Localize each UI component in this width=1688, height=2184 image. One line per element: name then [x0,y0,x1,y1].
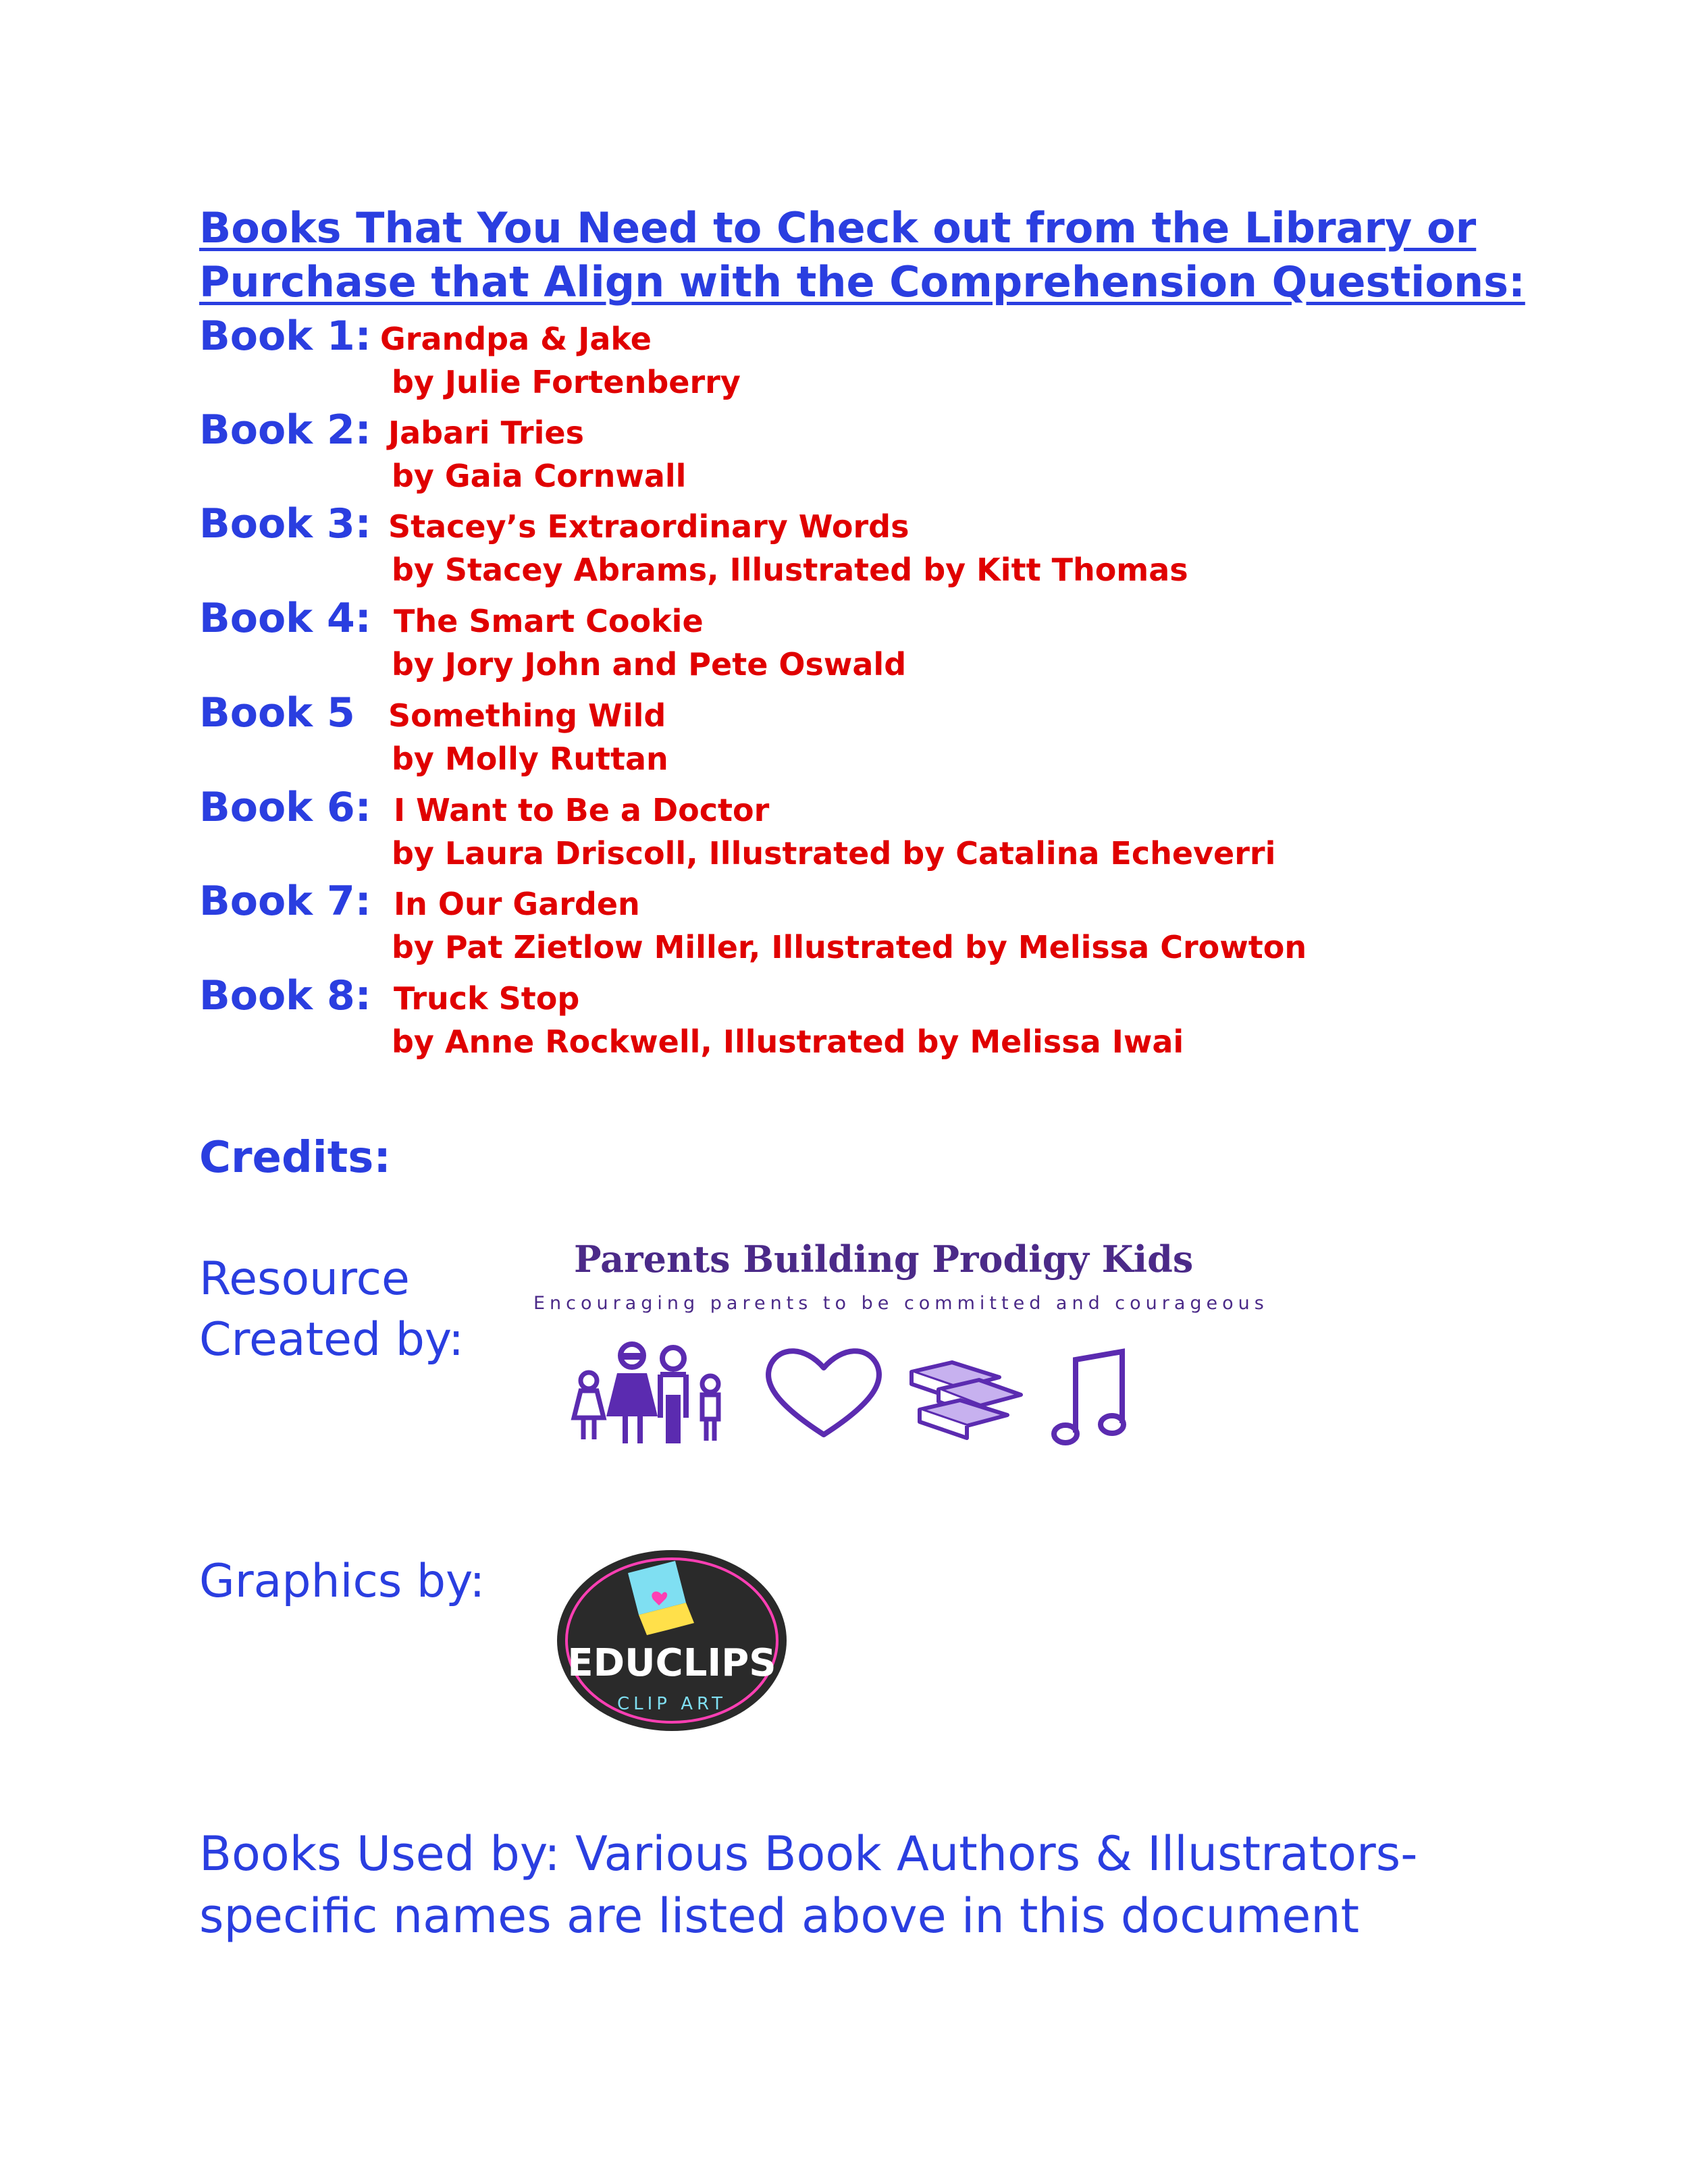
stack-of-books-icon [912,1362,1021,1438]
book-author: by Molly Ruttan [392,741,668,777]
book-title: Something Wild [388,697,666,734]
books-used-note [199,1823,1651,1947]
created-by-line-1: Resource [199,1252,410,1306]
educlips-name: EDUCLIPS [567,1641,776,1685]
book-label: Book 1: [199,313,371,360]
book-label: Book 3: [199,500,371,548]
book-title: I Want to Be a Doctor [394,792,770,828]
resource-created-by-label [199,1249,464,1370]
book-title: Grandpa & Jake [380,321,652,357]
book-title: Jabari Tries [388,415,584,451]
book-author: by Gaia Cornwall [392,458,687,494]
educlips-logo [554,1546,790,1735]
book-author: by Julie Fortenberry [392,364,741,400]
music-note-icon [1054,1352,1124,1443]
pbpk-logo-tagline: Encouraging parents to be committed and courageous [533,1293,1269,1314]
books-used-line-1: Books Used by: Various Book Authors & Illustrators- [199,1826,1418,1882]
book-label: Book 5 [199,689,355,737]
heart-icon [768,1351,879,1435]
educlips-subtitle: CLIP ART [616,1694,727,1714]
book-author: by Pat Zietlow Miller, Illustrated by Melissa Crowton [392,929,1307,965]
book-label: Book 4: [199,595,371,642]
book-author: by Anne Rockwell, Illustrated by Melissa Iwai [392,1023,1184,1060]
book-label: Book 2: [199,406,371,454]
book-label: Book 7: [199,878,371,925]
pbpk-logo [533,1235,1269,1465]
book-title: In Our Garden [394,886,640,922]
book-title: The Smart Cookie [394,603,704,639]
family-icon [574,1344,718,1443]
book-title: Stacey’s Extraordinary Words [388,508,909,545]
heading-line-2: Purchase that Align with the Comprehension Questions: [199,257,1525,307]
book-title: Truck Stop [394,980,580,1017]
heading-line-1: Books That You Need to Check out from the Library or [199,203,1477,252]
books-used-line-2: specific names are listed above in this document [199,1888,1360,1944]
pbpk-logo-name: Parents Building Prodigy Kids [574,1237,1194,1281]
page-heading [199,201,1550,309]
book-author: by Stacey Abrams, Illustrated by Kitt Thomas [392,552,1188,588]
graphics-by-label: Graphics by: [199,1555,485,1608]
credits-heading: Credits: [199,1133,391,1183]
book-label: Book 8: [199,972,371,1019]
book-author: by Laura Driscoll, Illustrated by Catalina Echeverri [392,835,1276,872]
pbpk-logo-icons [533,1323,1209,1458]
created-by-line-2: Created by: [199,1313,465,1366]
book-label: Book 6: [199,784,371,831]
book-author: by Jory John and Pete Oswald [392,646,907,683]
